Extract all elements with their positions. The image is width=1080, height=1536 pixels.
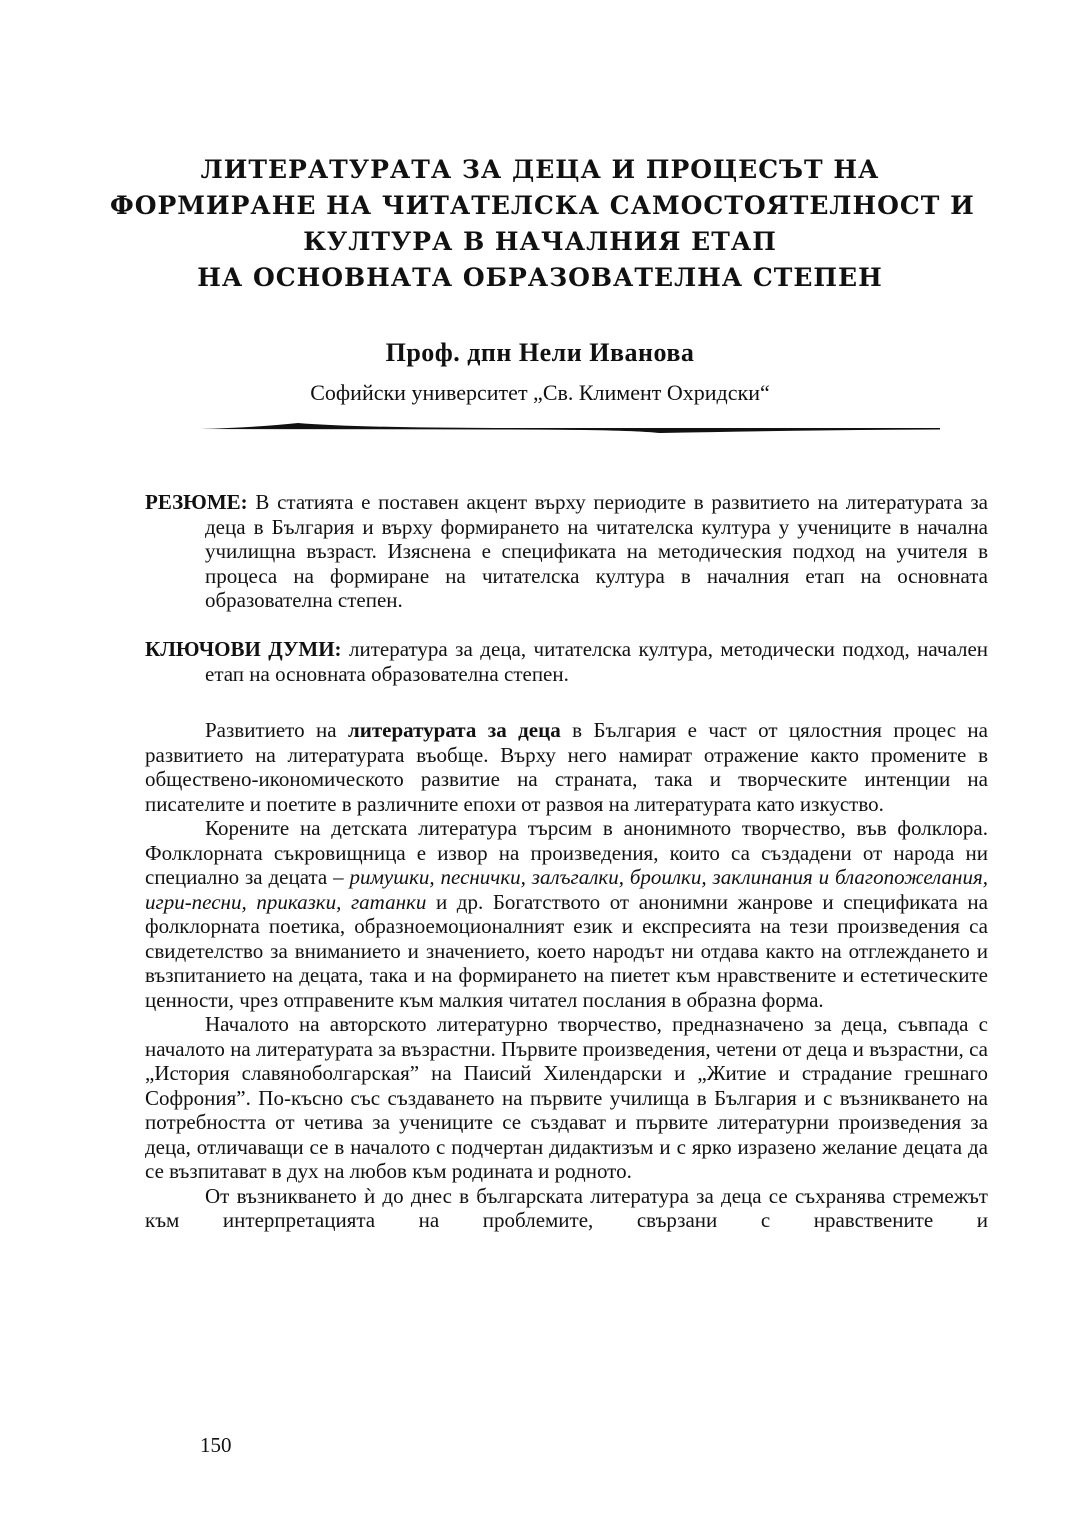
body-paragraph: Корените на детската литература търсим в анонимното творчество, във фолклора. Фолклорната съкровищница е извор на произведения, които са създадени от народа ни специално за децата – римушки, песнички, залъгалки, броилки, заклинания и благопожелания, игри-песни, приказки, гатанки и др. Богатството от анонимни жанрове и спецификата на фолклорната поетика, образноемоционалният език и експресията на тези произведения са свидетелство за вниманието и значението, което народът ни отдава както на отглеждането и възпитанието на децата, така и на формирането на пиетет към нравствените и естетическите ценности, чрез отправените към малкия читател послания в образна форма.	[145, 816, 988, 1012]
body-paragraph: От възникването ѝ до днес в българската литература за деца се съхранява стремежът към интерпретацията на проблемите, свързани с нравствените и	[145, 1183, 988, 1232]
body-paragraph: Началото на авторското литературно творчество, предназначено за деца, съвпада с началото на литературата за възрастни. Първите произведения, четени от деца и възрастни, са „История славяноболгарская” на Паисий Хилендарски и „Житие и страдание грешнаго Софрония”. По-късно със създаването на първите училища в България и с възникването на потребността от четива за учениците се създават и първите литературни произведения за деца, отличаващи се в началото с подчертан дидактизъм и с ярко изразено желание децата да се възпитават в дух на любов към родината и родното.	[145, 1012, 988, 1183]
abstract-label: РЕЗЮМЕ:	[145, 490, 248, 514]
article-body	[145, 718, 988, 1233]
emphasis-bold: литературата за деца	[347, 718, 561, 742]
emphasis-italic: римушки, песнички, залъгалки, броилки, заклинания и благопожелания, игри-песни, приказки, гатанки	[145, 865, 988, 914]
keywords-text: литература за деца, читателска култура, методически подход, начален етап на основната образователна степен.	[205, 637, 989, 686]
article-title	[110, 152, 975, 296]
title-line: ФОРМИРАНЕ НА ЧИТАТЕЛСКА САМОСТОЯТЕЛНОСТ И	[110, 191, 975, 220]
title-line: НА ОСНОВНАТА ОБРАЗОВАТЕЛНА СТЕПЕН	[197, 263, 883, 292]
keywords-label: КЛЮЧОВИ ДУМИ:	[145, 637, 342, 661]
page-number: 150	[200, 1433, 232, 1457]
abstract-text: В статията е поставен акцент върху периодите в развитието на литературата за деца в България и върху формирането на читателска култура у учениците в начална училищна възраст. Изяснена е спецификата на методическия подход на учителя в процеса на формиране на читателска култура в началния етап на основната образователна степен.	[205, 490, 988, 612]
title-line: ЛИТЕРАТУРАТА ЗА ДЕЦА И ПРОЦЕСЪТ НА	[200, 155, 880, 184]
title-line: КУЛТУРА В НАЧАЛНИЯ ЕТАП	[303, 227, 777, 256]
author-name: Проф. дпн Нели Иванова	[385, 338, 695, 367]
keywords-block	[145, 637, 988, 686]
abstract-block	[145, 490, 988, 613]
body-paragraph: Развитието на литературата за деца в България е част от цялостния процес на развитието на литературата въобще. Върху него намират отражение както промените в обществено-икономическото развитие на страната, така и творческите интенции на писателите и поетите в различните епохи от развоя на литературата като изкуство.	[145, 718, 988, 816]
author-affiliation: Софийски университет „Св. Климент Охридски“	[310, 380, 770, 405]
ornamental-divider	[200, 418, 940, 438]
